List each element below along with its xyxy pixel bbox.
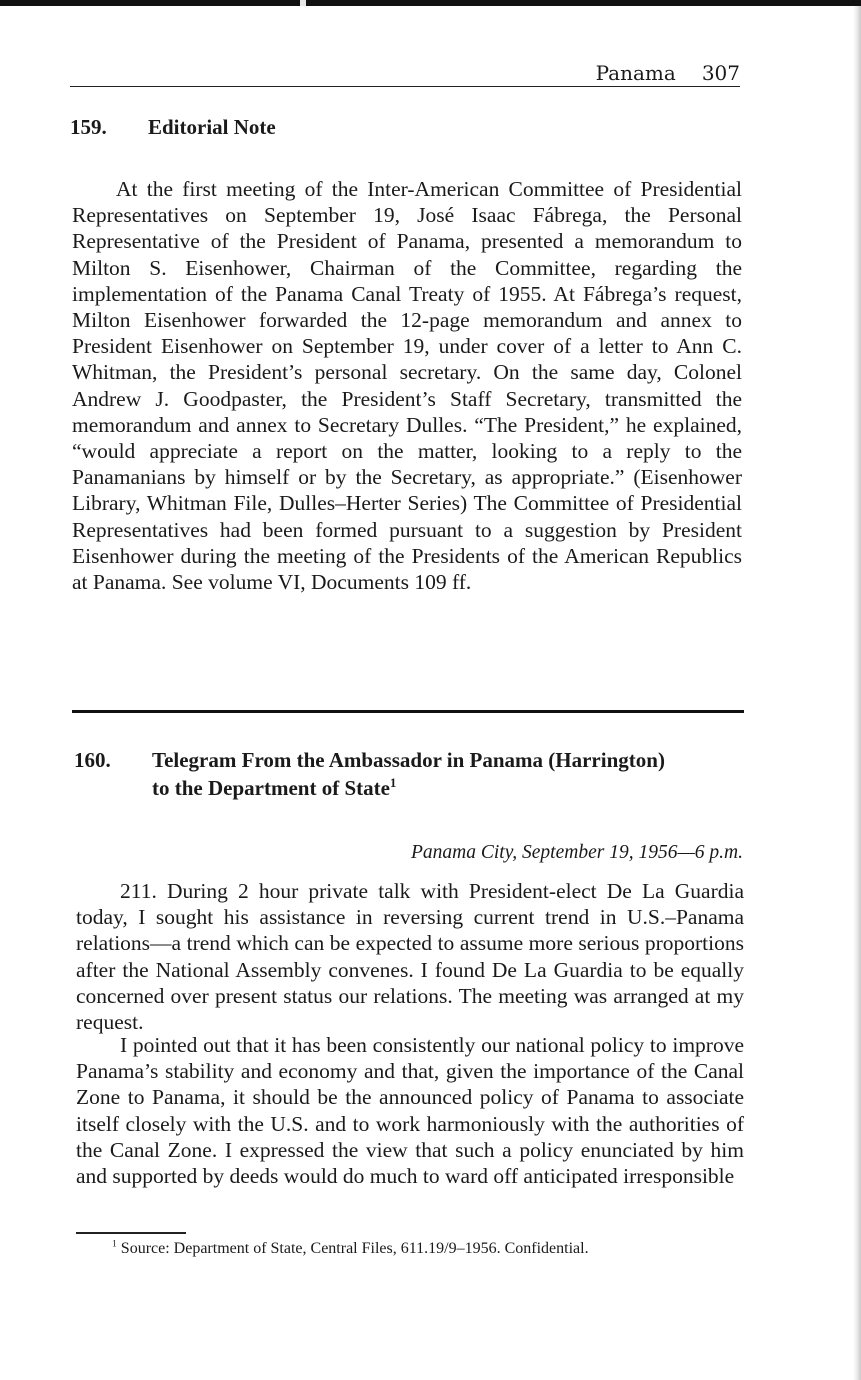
- footnote-text: Source: Department of State, Central Files, 611.19/9–1956. Confidential.: [120, 1240, 589, 1257]
- running-head-title: Panama: [595, 61, 676, 85]
- page-top-edge: [0, 0, 861, 6]
- doc-160-title-line2: to the Department of State: [152, 776, 390, 800]
- footnote: [112, 1238, 742, 1260]
- doc-159-heading: [70, 113, 750, 143]
- page-right-edge: [853, 6, 861, 1380]
- footnote-rule: [76, 1232, 186, 1234]
- doc-160-title-line1: Telegram From the Ambassador in Panama (Harrington): [152, 748, 665, 772]
- footnote-marker: 1: [112, 1238, 117, 1250]
- doc-159-body: At the first meeting of the Inter-American Committee of Presidential Representatives on September 19, José Isaac Fábrega, the Personal Representative of the President of Panama, presented a memorandum to Milton S. Eisenhower, Chairman of the Committee, regarding the implementation of the Panama Canal Treaty of 1955. At Fábrega’s request, Milton Eisenhower forwarded the 12-page memorandum and annex to President Eisenhower on September 19, under cover of a letter to Ann C. Whitman, the President’s personal secretary. On the same day, Colonel Andrew J. Goodpaster, the President’s Staff Secretary, transmitted the memorandum and annex to Secretary Dulles. “The President,” he explained, “would appreciate a report on the matter, looking to a reply to the Panamanians by himself or by the Secretary, as appropriate.” (Eisenhower Library, Whitman File, Dulles–Herter Series) The Committee of Presidential Representatives had been formed pursuant to a suggestion by President Eisenhower during the meeting of the Presidents of the American Republics at Panama. See volume VI, Documents 109 ff.: [72, 177, 742, 595]
- doc-159-number: 159.: [70, 115, 107, 139]
- doc-160-dateline: Panama City, September 19, 1956—6 p.m.: [410, 842, 743, 863]
- doc-159-title: Editorial Note: [148, 115, 276, 139]
- doc-160-title: [152, 746, 665, 802]
- doc-160-footnote-marker: 1: [389, 776, 397, 790]
- running-head: [70, 60, 740, 87]
- doc-160-heading: [74, 746, 754, 806]
- doc-160-paragraph-2: I pointed out that it has been consistently our national policy to improve Panama’s stability and economy and that, given the importance of the Canal Zone to Panama, it should be the announced policy of Panama to associate itself closely with the U.S. and to work harmoniously with the authorities of the Canal Zone. I expressed the view that such a policy enunciated by him and supported by deeds would do much to ward off anticipated irresponsible: [76, 1033, 744, 1189]
- doc-160-paragraph-1: 211. During 2 hour private talk with President-elect De La Guardia today, I sought his assistance in reversing current trend in U.S.–Panama relations—a trend which can be expected to assume more serious proportions after the National Assembly convenes. I found De La Guardia to be equally concerned over present status our relations. The meeting was arranged at my request.: [76, 879, 744, 1035]
- page-top-edge-gap: [300, 0, 306, 6]
- page-number: 307: [701, 61, 740, 85]
- doc-160-number: 160.: [74, 748, 111, 772]
- section-separator: [72, 710, 744, 713]
